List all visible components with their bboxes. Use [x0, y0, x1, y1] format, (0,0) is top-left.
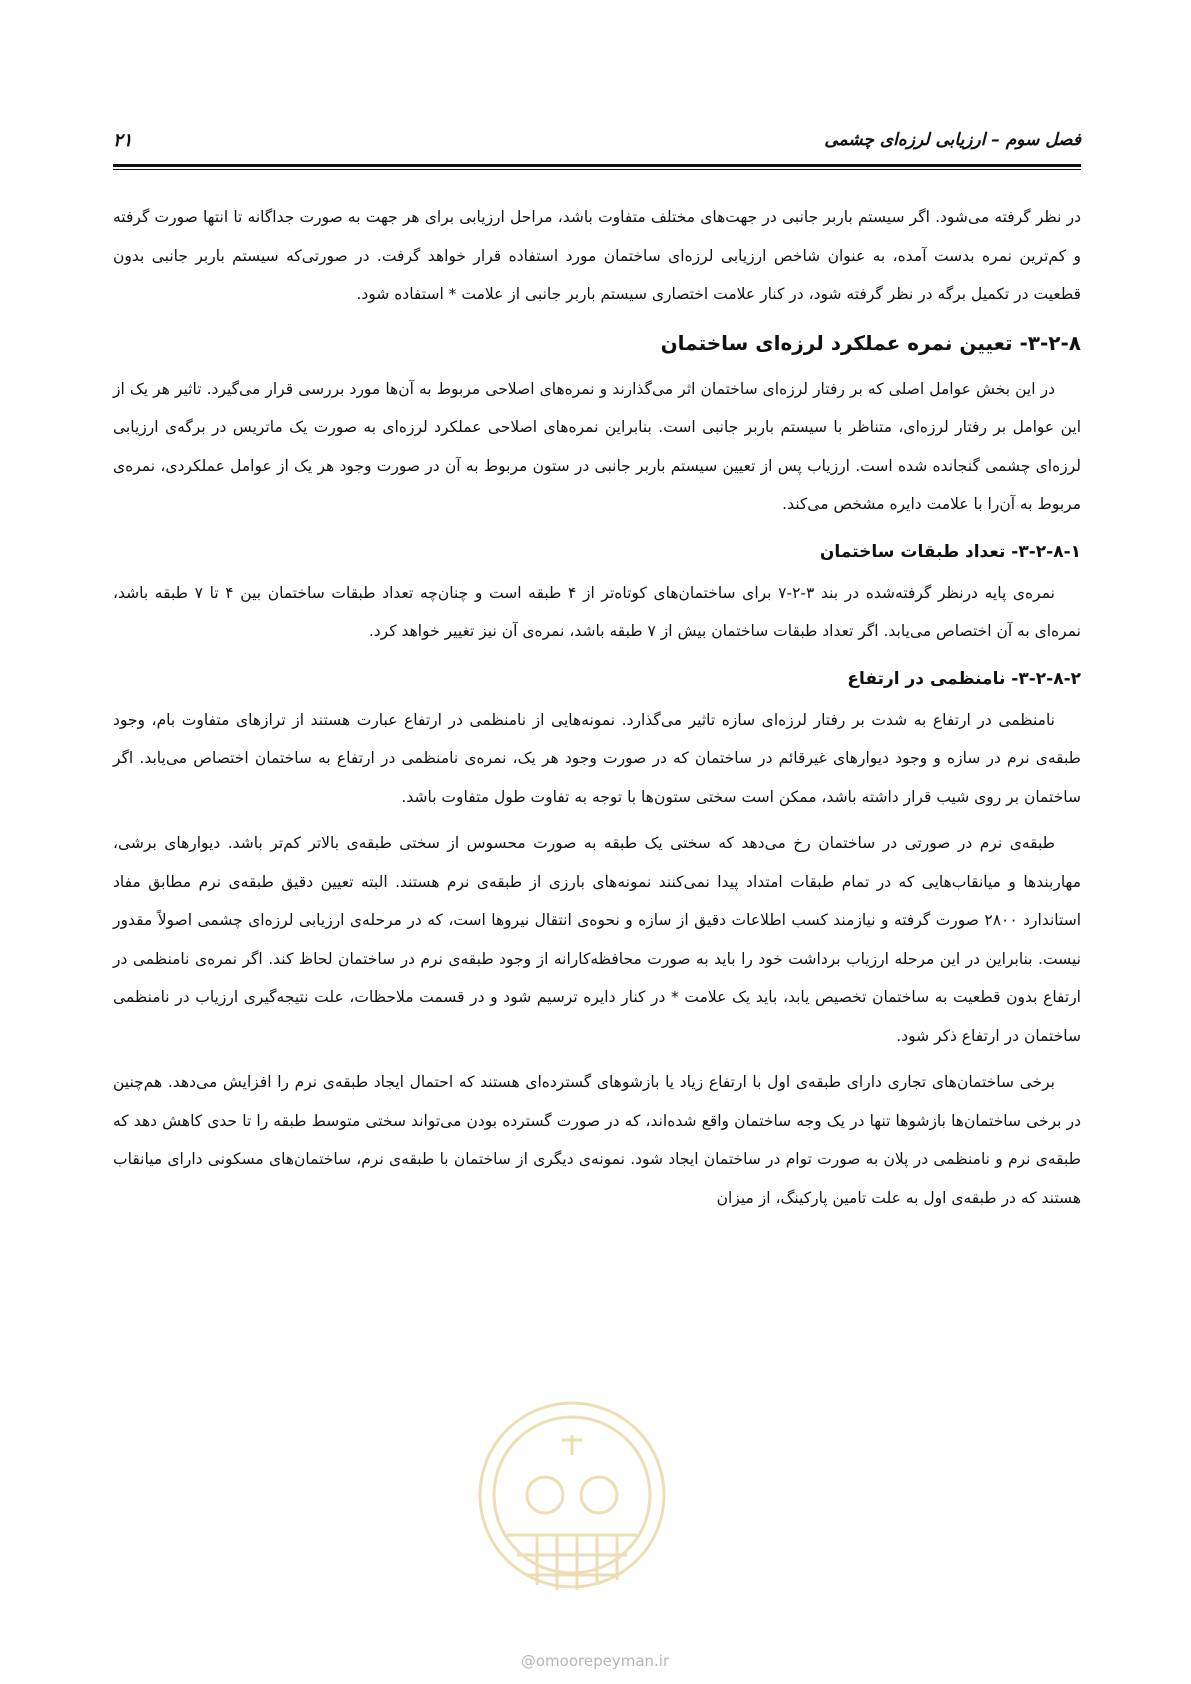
paragraph-commercial-buildings: برخی ساختمان‌های تجاری دارای طبقه‌ی اول با ارتفاع زیاد یا بازشوهای گسترده‌ای هستند که احتمال ایجاد طبقه‌ی نرم را افزایش می‌دهد. هم‌چنین در برخی ساختمان‌ها بازشوها تنها در یک وجه ساختمان واقع شده‌اند، که در صورت گسترده بودن می‌تواند سختی متوسط طبقه را تا حدی کاهش دهد که طبقه‌ی نرم و نامنظمی در پلان به صورت توام در ساختمان ایجاد شود. نمونه‌ی دیگری از ساختمان با طبقه‌ی نرم، ساختمان‌های مسکونی دارای میانقاب هستند که در طبقه‌ی اول به علت تامین پارکینگ، از میزان	[113, 1073, 1081, 1207]
paragraph-section-intro: در این بخش عوامل اصلی که بر رفتار لرزه‌ای ساختمان اثر می‌گذارند و نمره‌های اصلاحی مربوط به آن‌ها مورد بررسی قرار می‌گیرد. تاثیر هر یک از این عوامل بر رفتار لرزه‌ای، متناظر با سیستم باربر جانبی است. بنابراین نمره‌های اصلاحی عملکرد لرزه‌ای به صورت یک ماتریس در برگه‌ی ارزیابی لرزه‌ای چشمی گنجانده شده است. ارزیاب پس از تعیین سیستم باربر جانبی در ستون مربوط به آن در صورت وجود هر یک از عوامل عملکردی، نمره‌ی مربوط به آن‌را با علامت دایره مشخص می‌کند.	[113, 379, 1081, 513]
section-heading-3-2-8: ۳-۲-۸- تعیین نمره عملکرد لرزه‌ای ساختمان	[660, 330, 1081, 355]
document-body	[113, 198, 1081, 1225]
paragraph-intro: در نظر گرفته می‌شود. اگر سیستم باربر جانبی در جهت‌های مختلف متفاوت باشد، مراحل ارزیابی برای هر جهت به صورت جداگانه تا انتها صورت گرفته و کم‌ترین نمره بدست آمده، به عنوان شاخص ارزیابی لرزه‌ای ساختمان مورد استفاده قرار خواهد گرفت. در صورتی‌که سیستم باربر جانبی بدون قطعیت در تکمیل برگه در نظر گرفته شود، در کنار علامت اختصاری سیستم باربر جانبی از علامت * استفاده شود.	[113, 208, 1081, 303]
paragraph-soft-story: طبقه‌ی نرم در صورتی در ساختمان رخ می‌دهد که سختی یک طبقه به صورت محسوس از سختی طبقه‌ی بالاتر کم‌تر باشد. دیوارهای برشی، مهاربندها و میانقاب‌هایی که در تمام طبقات امتداد پیدا نمی‌کنند نمونه‌های بارزی از طبقه‌ی نرم هستند. البته تعیین دقیق طبقه‌ی نرم مطابق مفاد استاندارد ۲۸۰۰ صورت گرفته و نیازمند کسب اطلاعات دقیق از سازه و نحوه‌ی انتقال نیروها است، که در مرحله‌ی ارزیابی لرزه‌ای چشمی اصولاً مقدور نیست. بنابراین در این مرحله ارزیاب برداشت خود را باید به صورت محافظه‌کارانه از وجود طبقه‌ی نرم در ساختمان لحاظ کند. اگر نمره‌ی نامنظمی در ارتفاع بدون قطعیت به ساختمان تخصیص یابد، باید یک علامت * در کنار دایره ترسیم شود و در قسمت ملاحظات، علت نتیجه‌گیری ارزیاب در نامنظمی ساختمان در ارتفاع ذکر شود.	[113, 834, 1081, 1045]
subsection-heading-3-2-8-1: ۳-۲-۸-۱- تعداد طبقات ساختمان	[819, 541, 1081, 562]
watermark-stamp-icon	[467, 1385, 677, 1635]
watermark-url: @omoorepeyman.ir	[520, 1652, 670, 1670]
chapter-title: فصل سوم – ارزیابی لرزه‌ای چشمی	[824, 130, 1081, 150]
paragraph-floor-count: نمره‌ی پایه درنظر گرفته‌شده در بند ۳-۲-۷ برای ساختمان‌های کوتاه‌تر از ۴ طبقه است و چنان‌چه تعداد طبقات ساختمان بین ۴ تا ۷ طبقه باشد، نمره‌ای به آن اختصاص می‌یابد. اگر تعداد طبقات ساختمان بیش از ۷ طبقه باشد، نمره‌ی آن نیز تغییر خواهد کرد.	[113, 583, 1081, 640]
header-rule-thin	[113, 169, 1081, 170]
page-header	[113, 128, 1081, 160]
page-number: ۲۱	[113, 130, 133, 151]
subsection-heading-3-2-8-2: ۳-۲-۸-۲- نامنظمی در ارتفاع	[847, 668, 1081, 689]
header-rule-thick	[113, 164, 1081, 167]
paragraph-vertical-irregularity: نامنظمی در ارتفاع به شدت بر رفتار لرزه‌ای سازه تاثیر می‌گذارد. نمونه‌هایی از نامنظمی در ارتفاع عبارت هستند از ترازهای متفاوت بام، وجود طبقه‌ی نرم در سازه و وجود دیوارهای غیرقائم در ساختمان که در صورت وجود هر یک، نمره‌ی نامنظمی در ارتفاع به ساختمان اختصاص می‌یابد. اگر ساختمان بر روی شیب قرار داشته باشد، ممکن است سختی ستون‌ها با توجه به تفاوت طول متفاوت باشد.	[113, 710, 1081, 806]
